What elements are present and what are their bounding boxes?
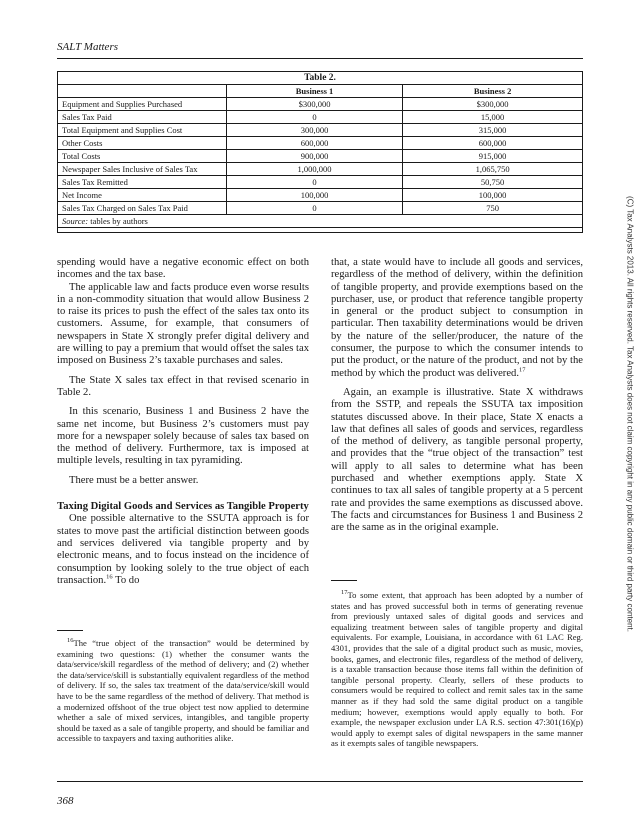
column-header-business-1: Business 1 (226, 85, 402, 98)
footnote-ref-16: 16 (106, 573, 113, 581)
row-label: Other Costs (58, 137, 226, 150)
header-rule (57, 58, 583, 59)
paragraph: The State X sales tax effect in that revised scenario in Table 2. (57, 374, 309, 398)
business-2-value: 750 (403, 202, 582, 215)
paragraph-text: that, a state would have to include all goods and services, regardless of the method of delivery, within the definition of tangible property, and provide exemptions based on the purchaser, use, or product that reference tangible property in general or the product subject to consumption in particular. Then taxability determinations would be driven by the nature of the seller/producer, the nature of the consumer, the purpose to which the consumer intends to put the product, or the nature of the product, and not by the method by which the product was delivered. (331, 257, 583, 379)
footnote-17 (331, 590, 583, 749)
footnote-number: 16 (67, 637, 74, 645)
row-label: Net Income (58, 189, 226, 202)
page-number: 368 (57, 795, 74, 807)
footnote-rule (331, 580, 357, 581)
business-2-value: 100,000 (403, 189, 582, 202)
right-column (331, 257, 583, 535)
table-row (58, 163, 582, 176)
paragraph (57, 513, 309, 587)
business-1-value: 1,000,000 (226, 163, 402, 176)
footnote-text: The “true object of the transaction” would be determined by examining two questions: (1) whether the consumer wants the data/service/skill regardless of the method of delivery; and (2) whether the data/service/skill is substantially equivalent regardless of the method of delivery. If so, the sales tax treatment of the data/service/skill would have to be the same regardless of the method of delivery. That method is a modernized offshoot of the true object test now applied to determine whether a sale of mixed services, intangibles, and tangible property should be taxed as a sale of tangible property, and should be familiar and accessible to taxpayers and taxing authorities alike. (57, 638, 309, 744)
row-label: Sales Tax Charged on Sales Tax Paid (58, 202, 226, 215)
row-label: Newspaper Sales Inclusive of Sales Tax (58, 163, 226, 176)
business-2-value: 315,000 (403, 124, 582, 137)
table-header-blank (58, 85, 226, 98)
table-row (58, 176, 582, 189)
business-2-value: 50,750 (403, 176, 582, 189)
business-2-value: $300,000 (403, 98, 582, 111)
table-title: Table 2. (58, 72, 582, 85)
table-row (58, 137, 582, 150)
table-header-row (58, 85, 582, 98)
table-source-row (58, 215, 582, 228)
paragraph-tail: To do (112, 574, 140, 586)
business-1-value: 900,000 (226, 150, 402, 163)
source-label: Source: (62, 216, 89, 226)
paragraph: The applicable law and facts produce even worse results in a non-commodity situation that would allow Business 2 to raise its prices to push the effect of the sales tax onto its customers. Assume, for example, that consumers of newspapers in State X strongly prefer digital delivery and are willing to pay a premium that would offset the sales tax imposed on Business 2’s taxable purchases and sales. (57, 281, 309, 367)
table-row (58, 124, 582, 137)
row-label: Total Equipment and Supplies Cost (58, 124, 226, 137)
business-2-value: 600,000 (403, 137, 582, 150)
business-2-value: 915,000 (403, 150, 582, 163)
business-1-value: 300,000 (226, 124, 402, 137)
business-2-value: 15,000 (403, 111, 582, 124)
footnote-16 (57, 638, 309, 744)
table-row (58, 150, 582, 163)
paragraph: There must be a better answer. (69, 474, 199, 486)
paragraph: In this scenario, Business 1 and Business 2 have the same net income, but Business 2’s customers must pay more for a newspaper solely because of sales tax based on the method of delivery. Furthermore, tax is imposed at multiple levels, resulting in tax pyramiding. (57, 406, 309, 467)
table-source (58, 215, 582, 228)
data-table (58, 72, 582, 228)
footnote-ref-17: 17 (519, 366, 526, 374)
row-label: Equipment and Supplies Purchased (58, 98, 226, 111)
business-1-value: 0 (226, 202, 402, 215)
table-row (58, 202, 582, 215)
footnote-text: To some extent, that approach has been adopted by a number of states and has proved successful both in terms of generating revenue from previously untaxed sales of digital goods and services and equalizing treatment between sales of tangible property and digital equivalents. For example, Louisiana, in accordance with 61 LAC Reg. 4301, provides that the sale of a digital product such as music, movies, books, games, and electronic files, regardless of the method of delivery, is a taxable transaction because those items fall within the definition of tangible personal property. Clearly, sellers of these products to consumers would be required to collect and remit sales tax in the same manner as if they had sold the same digital product on a tangible medium; however, exemptions would apply equally to both. For example, the newspaper exclusion under LA R.S. section 47:301(16)(p) would apply to exempt sales of digital newspapers in the same manner as it exempts sales of tangible newspapers. (331, 590, 583, 749)
table-2 (57, 71, 583, 233)
row-label: Sales Tax Paid (58, 111, 226, 124)
paragraph-text: One possible alternative to the SSUTA approach is for states to move past the artificial distinction between goods and services delivered via tangible property and by electronic means, and to focus instead on the incidence of consumption by looking solely to the true object of each transaction. (57, 513, 309, 586)
business-1-value: 0 (226, 176, 402, 189)
footnote-rule (57, 630, 83, 631)
business-2-value: 1,065,750 (403, 163, 582, 176)
source-text: tables by authors (88, 216, 148, 226)
running-header: SALT Matters (57, 41, 119, 53)
copyright-side-note: (C) Tax Analysts 2013. All rights reserved. Tax Analysts does not claim copyright in any public domain or third party content. (625, 196, 635, 632)
row-label: Sales Tax Remitted (58, 176, 226, 189)
business-1-value: 100,000 (226, 189, 402, 202)
footnote-number: 17 (341, 589, 348, 597)
paragraph: Again, an example is illustrative. State X withdraws from the SSTP, and repeals the SSUTA tax imposition statutes discussed above. In their place, State X enacts a law that defines all sales of goods and services, regardless of the method of delivery, as tangible personal property, and provides that the “true object of the transaction” test will apply to all sales to determine what has been purchased and whether exemptions apply. State X continues to tax all sales of tangible property at a 5 percent rate and provides the same exemptions as discussed above. The facts and circumstances for Business 1 and Business 2 are the same as in the original example. (331, 386, 583, 534)
paragraph: spending would have a negative economic effect on both incomes and the tax base. (57, 257, 309, 281)
business-1-value: 0 (226, 111, 402, 124)
business-1-value: $300,000 (226, 98, 402, 111)
paragraph (331, 257, 583, 380)
footer-rule (57, 781, 583, 782)
column-header-business-2: Business 2 (403, 85, 582, 98)
business-1-value: 600,000 (226, 137, 402, 150)
table-row (58, 111, 582, 124)
section-subheading: Taxing Digital Goods and Services as Tangible Property (57, 501, 309, 513)
table-row (58, 98, 582, 111)
table-row (58, 189, 582, 202)
row-label: Total Costs (58, 150, 226, 163)
left-column (57, 257, 309, 587)
